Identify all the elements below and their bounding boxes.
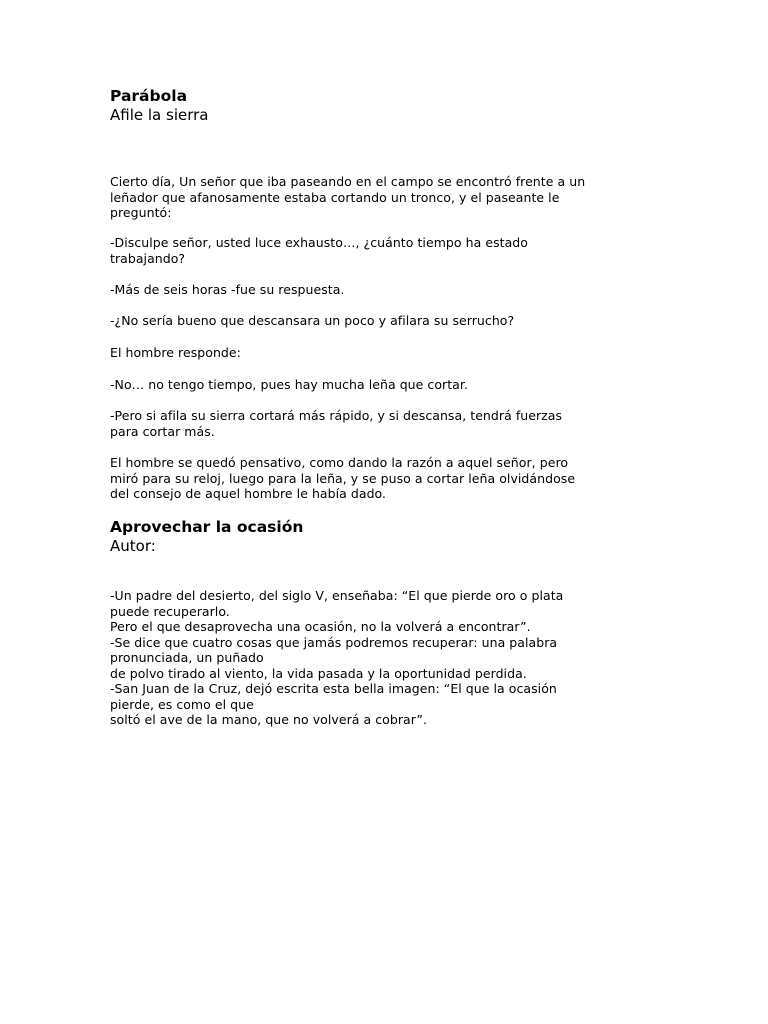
paragraph-6 — [110, 377, 670, 393]
paragraph-2 — [110, 235, 670, 266]
paragraph-line: El hombre responde: — [110, 345, 241, 360]
paragraph-line: Cierto día, Un señor que iba paseando en el campo se encontró frente a un — [110, 174, 586, 189]
paragraph-line: pronunciada, un puñado — [110, 650, 264, 665]
section2-title: Aprovechar la ocasión — [110, 518, 304, 536]
paragraph-line: -No… no tengo tiempo, pues hay mucha leña que cortar. — [110, 377, 468, 392]
paragraph-line: Pero el que desaprovecha una ocasión, no la volverá a encontrar”. — [110, 619, 531, 634]
paragraph-line: -¿No sería bueno que descansara un poco y afilara su serrucho? — [110, 313, 515, 328]
section2-subtitle: Autor: — [110, 537, 156, 555]
paragraph-line: puede recuperarlo. — [110, 603, 230, 619]
paragraph-7 — [110, 408, 670, 439]
paragraph-quotes — [110, 588, 670, 728]
paragraph-line: -Un padre del desierto, del siglo V, enseñaba: “El que pierde oro o plata — [110, 588, 564, 603]
paragraph-line: -Más de seis horas -fue su respuesta. — [110, 282, 345, 297]
paragraph-line: -Se dice que cuatro cosas que jamás podremos recuperar: una palabra — [110, 634, 558, 650]
paragraph-line: soltó el ave de la mano, que no volverá a cobrar”. — [110, 712, 428, 727]
paragraph-line: El hombre se quedó pensativo, como dando la razón a aquel señor, pero — [110, 455, 569, 470]
paragraph-5 — [110, 345, 670, 361]
paragraph-line: -Pero si afila su sierra cortará más rápido, y si descansa, tendrá fuerzas — [110, 408, 563, 423]
paragraph-line: preguntó: — [110, 205, 172, 220]
paragraph-line: pierde, es como el que — [110, 696, 254, 712]
paragraph-8 — [110, 455, 670, 502]
paragraph-3 — [110, 282, 670, 298]
paragraph-4 — [110, 313, 670, 329]
paragraph-line: miró para su reloj, luego para la leña, y se puso a cortar leña olvidándose — [110, 470, 576, 486]
paragraph-line: del consejo de aquel hombre le había dado. — [110, 486, 387, 501]
paragraph-line: leñador que afanosamente estaba cortando un tronco, y el paseante le — [110, 189, 560, 205]
paragraph-line: -Disculpe señor, usted luce exhausto…, ¿cuánto tiempo ha estado — [110, 235, 528, 250]
section1-subtitle: Afile la sierra — [110, 106, 209, 124]
paragraph-line: para cortar más. — [110, 423, 215, 439]
paragraph-1 — [110, 174, 670, 221]
paragraph-line: trabajando? — [110, 250, 186, 266]
paragraph-line: de polvo tirado al viento, la vida pasada y la oportunidad perdida. — [110, 665, 527, 681]
section1-title: Parábola — [110, 87, 188, 105]
paragraph-line: -San Juan de la Cruz, dejó escrita esta bella imagen: “El que la ocasión — [110, 681, 557, 696]
